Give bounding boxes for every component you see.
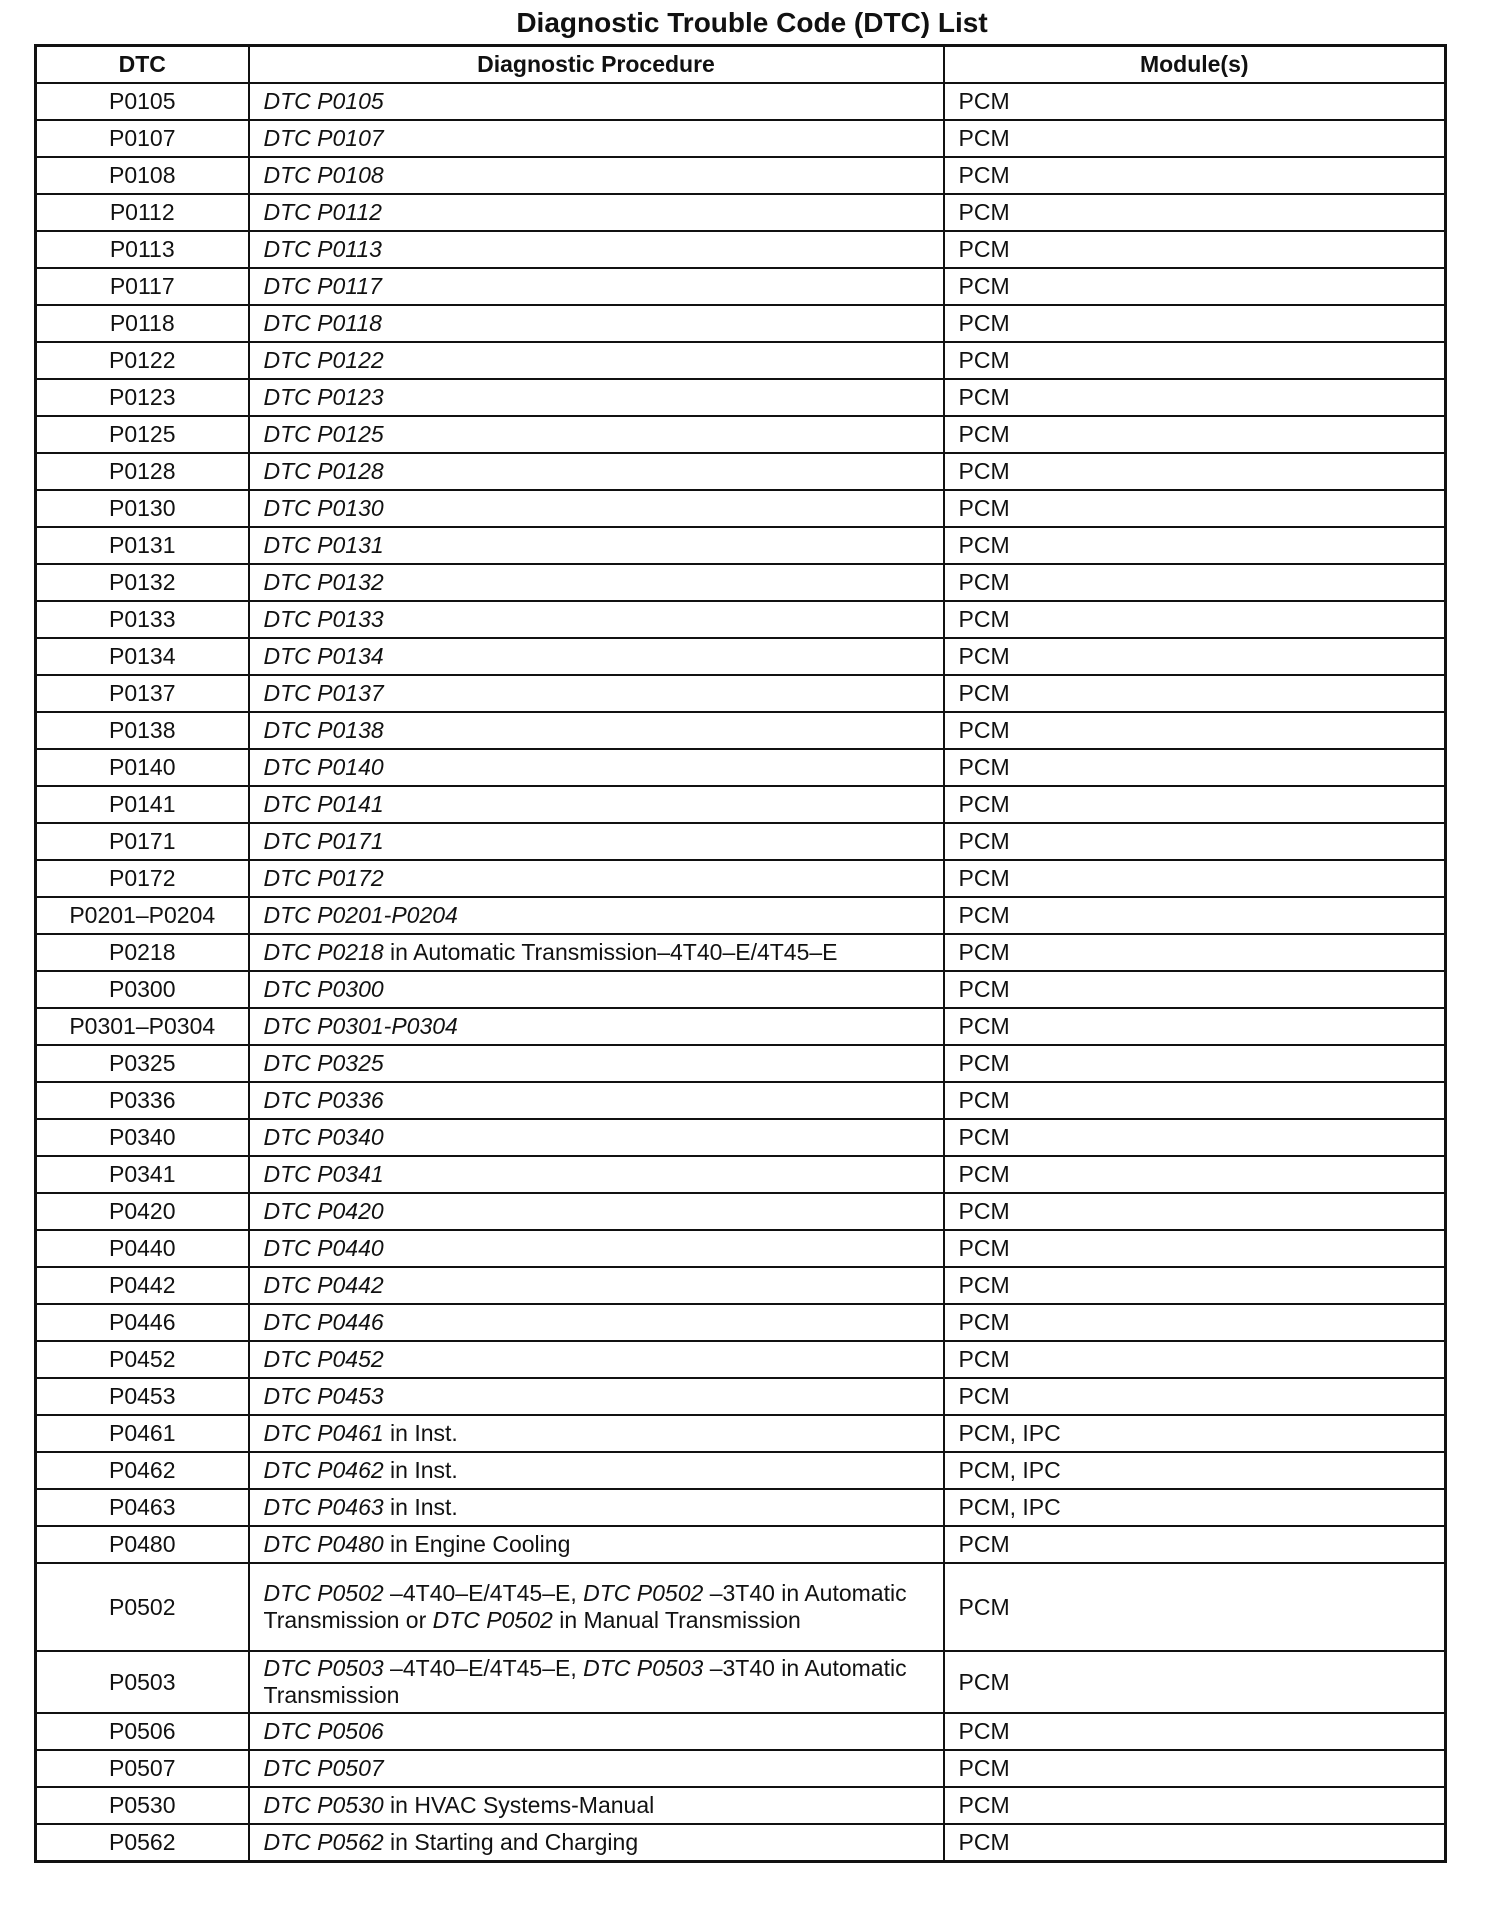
procedure-reference: DTC P0218 — [263, 939, 384, 965]
procedure-reference: DTC P0341 — [263, 1161, 384, 1187]
module-cell: PCM — [944, 342, 1446, 379]
module-cell: PCM — [944, 786, 1446, 823]
header-modules: Module(s) — [944, 46, 1446, 84]
table-row — [36, 1787, 1446, 1824]
diagnostic-procedure-cell — [249, 1713, 944, 1750]
procedure-text: –3T40 in Automatic Transmission or — [263, 1580, 907, 1633]
table-row — [36, 1304, 1446, 1341]
procedure-reference: DTC P0122 — [263, 347, 384, 373]
header-diagnostic-procedure: Diagnostic Procedure — [249, 46, 944, 84]
dtc-code-cell: P0218 — [36, 934, 249, 971]
table-row — [36, 342, 1446, 379]
module-cell: PCM — [944, 675, 1446, 712]
table-row — [36, 1156, 1446, 1193]
diagnostic-procedure-cell — [249, 379, 944, 416]
module-cell: PCM — [944, 712, 1446, 749]
dtc-code-cell: P0105 — [36, 83, 249, 120]
procedure-reference: DTC P0134 — [263, 643, 384, 669]
diagnostic-procedure-cell — [249, 749, 944, 786]
module-cell: PCM — [944, 638, 1446, 675]
table-row — [36, 786, 1446, 823]
diagnostic-procedure-cell — [249, 1156, 944, 1193]
module-cell: PCM — [944, 157, 1446, 194]
procedure-reference: DTC P0507 — [263, 1755, 384, 1781]
module-cell: PCM — [944, 860, 1446, 897]
diagnostic-procedure-cell — [249, 786, 944, 823]
table-row — [36, 1267, 1446, 1304]
diagnostic-procedure-cell — [249, 1230, 944, 1267]
module-cell: PCM — [944, 1651, 1446, 1713]
diagnostic-procedure-cell — [249, 1378, 944, 1415]
procedure-reference: DTC P0133 — [263, 606, 384, 632]
dtc-code-cell: P0461 — [36, 1415, 249, 1452]
table-row — [36, 83, 1446, 120]
module-cell: PCM — [944, 1824, 1446, 1862]
procedure-reference: DTC P0131 — [263, 532, 384, 558]
procedure-text: in Manual Transmission — [552, 1607, 801, 1633]
dtc-code-cell: P0172 — [36, 860, 249, 897]
module-cell: PCM — [944, 490, 1446, 527]
table-row — [36, 897, 1446, 934]
procedure-reference: DTC P0128 — [263, 458, 384, 484]
diagnostic-procedure-cell — [249, 1193, 944, 1230]
table-row — [36, 1489, 1446, 1526]
dtc-code-cell: P0108 — [36, 157, 249, 194]
diagnostic-procedure-cell — [249, 83, 944, 120]
diagnostic-procedure-cell — [249, 1119, 944, 1156]
table-row — [36, 1119, 1446, 1156]
procedure-reference: DTC P0503 — [583, 1655, 704, 1681]
dtc-code-cell: P0118 — [36, 305, 249, 342]
module-cell: PCM, IPC — [944, 1489, 1446, 1526]
dtc-code-cell: P0440 — [36, 1230, 249, 1267]
diagnostic-procedure-cell — [249, 342, 944, 379]
dtc-code-cell: P0134 — [36, 638, 249, 675]
diagnostic-procedure-cell — [249, 897, 944, 934]
dtc-code-cell: P0131 — [36, 527, 249, 564]
module-cell: PCM — [944, 231, 1446, 268]
procedure-reference: DTC P0137 — [263, 680, 384, 706]
diagnostic-procedure-cell — [249, 305, 944, 342]
dtc-code-cell: P0480 — [36, 1526, 249, 1563]
module-cell: PCM — [944, 971, 1446, 1008]
table-row — [36, 1341, 1446, 1378]
diagnostic-procedure-cell — [249, 564, 944, 601]
table-row — [36, 1045, 1446, 1082]
procedure-text: in HVAC Systems-Manual — [383, 1792, 655, 1818]
module-cell: PCM — [944, 120, 1446, 157]
procedure-reference: DTC P0336 — [263, 1087, 384, 1113]
module-cell: PCM — [944, 1119, 1446, 1156]
table-row — [36, 1651, 1446, 1713]
diagnostic-procedure-cell — [249, 860, 944, 897]
table-row — [36, 675, 1446, 712]
procedure-reference: DTC P0138 — [263, 717, 384, 743]
procedure-reference: DTC P0502 — [583, 1580, 704, 1606]
dtc-code-cell: P0300 — [36, 971, 249, 1008]
table-row — [36, 1230, 1446, 1267]
procedure-reference: DTC P0112 — [263, 199, 382, 225]
procedure-reference: DTC P0113 — [263, 236, 382, 262]
module-cell: PCM — [944, 1230, 1446, 1267]
table-row — [36, 1563, 1446, 1651]
table-row — [36, 490, 1446, 527]
table-header-row — [36, 46, 1446, 84]
dtc-code-cell: P0141 — [36, 786, 249, 823]
dtc-code-cell: P0122 — [36, 342, 249, 379]
table-row — [36, 453, 1446, 490]
procedure-reference: DTC P0420 — [263, 1198, 384, 1224]
dtc-code-cell: P0301–P0304 — [36, 1008, 249, 1045]
module-cell: PCM — [944, 1341, 1446, 1378]
table-row — [36, 157, 1446, 194]
dtc-code-cell: P0341 — [36, 1156, 249, 1193]
dtc-code-cell: P0530 — [36, 1787, 249, 1824]
module-cell: PCM — [944, 1267, 1446, 1304]
module-cell: PCM — [944, 1008, 1446, 1045]
table-row — [36, 712, 1446, 749]
procedure-reference: DTC P0123 — [263, 384, 384, 410]
module-cell: PCM — [944, 897, 1446, 934]
module-cell: PCM — [944, 83, 1446, 120]
diagnostic-procedure-cell — [249, 675, 944, 712]
dtc-code-cell: P0420 — [36, 1193, 249, 1230]
procedure-text: –3T40 in Automatic Transmission — [263, 1655, 907, 1708]
module-cell: PCM — [944, 268, 1446, 305]
dtc-code-cell: P0132 — [36, 564, 249, 601]
procedure-reference: DTC P0461 — [263, 1420, 384, 1446]
dtc-code-cell: P0446 — [36, 1304, 249, 1341]
procedure-reference: DTC P0140 — [263, 754, 384, 780]
table-row — [36, 527, 1446, 564]
procedure-reference: DTC P0201-P0204 — [263, 902, 458, 928]
table-row — [36, 1452, 1446, 1489]
module-cell: PCM — [944, 1713, 1446, 1750]
module-cell: PCM — [944, 1304, 1446, 1341]
procedure-reference: DTC P0502 — [263, 1580, 384, 1606]
module-cell: PCM — [944, 934, 1446, 971]
table-row — [36, 1713, 1446, 1750]
diagnostic-procedure-cell — [249, 268, 944, 305]
diagnostic-procedure-cell — [249, 1787, 944, 1824]
diagnostic-procedure-cell — [249, 1526, 944, 1563]
procedure-reference: DTC P0440 — [263, 1235, 384, 1261]
procedure-text: in Engine Cooling — [383, 1531, 571, 1557]
dtc-code-cell: P0442 — [36, 1267, 249, 1304]
diagnostic-procedure-cell — [249, 490, 944, 527]
diagnostic-procedure-cell — [249, 527, 944, 564]
table-row — [36, 194, 1446, 231]
diagnostic-procedure-cell — [249, 1045, 944, 1082]
module-cell: PCM — [944, 1787, 1446, 1824]
diagnostic-procedure-cell — [249, 157, 944, 194]
procedure-reference: DTC P0117 — [263, 273, 382, 299]
dtc-code-cell: P0340 — [36, 1119, 249, 1156]
procedure-text: in Starting and Charging — [383, 1829, 639, 1855]
procedure-reference: DTC P0141 — [263, 791, 384, 817]
dtc-code-cell: P0112 — [36, 194, 249, 231]
diagnostic-procedure-cell — [249, 1082, 944, 1119]
procedure-reference: DTC P0506 — [263, 1718, 384, 1744]
dtc-code-cell: P0325 — [36, 1045, 249, 1082]
dtc-code-cell: P0463 — [36, 1489, 249, 1526]
procedure-reference: DTC P0125 — [263, 421, 384, 447]
diagnostic-procedure-cell — [249, 1304, 944, 1341]
module-cell: PCM — [944, 379, 1446, 416]
dtc-code-cell: P0107 — [36, 120, 249, 157]
procedure-reference: DTC P0442 — [263, 1272, 384, 1298]
procedure-reference: DTC P0463 — [263, 1494, 384, 1520]
diagnostic-procedure-cell — [249, 231, 944, 268]
table-row — [36, 1824, 1446, 1862]
dtc-code-cell: P0462 — [36, 1452, 249, 1489]
table-row — [36, 934, 1446, 971]
diagnostic-procedure-cell — [249, 934, 944, 971]
dtc-code-cell: P0502 — [36, 1563, 249, 1651]
module-cell: PCM — [944, 601, 1446, 638]
procedure-reference: DTC P0340 — [263, 1124, 384, 1150]
procedure-reference: DTC P0300 — [263, 976, 384, 1002]
diagnostic-procedure-cell — [249, 971, 944, 1008]
module-cell: PCM — [944, 527, 1446, 564]
module-cell: PCM — [944, 823, 1446, 860]
diagnostic-procedure-cell — [249, 416, 944, 453]
table-row — [36, 1415, 1446, 1452]
diagnostic-procedure-cell — [249, 1267, 944, 1304]
module-cell: PCM — [944, 1378, 1446, 1415]
dtc-code-cell: P0130 — [36, 490, 249, 527]
table-row — [36, 971, 1446, 1008]
table-row — [36, 379, 1446, 416]
table-row — [36, 564, 1446, 601]
dtc-table — [34, 44, 1447, 1863]
procedure-reference: DTC P0105 — [263, 88, 384, 114]
dtc-code-cell: P0336 — [36, 1082, 249, 1119]
diagnostic-procedure-cell — [249, 1489, 944, 1526]
procedure-reference: DTC P0325 — [263, 1050, 384, 1076]
table-row — [36, 749, 1446, 786]
module-cell: PCM, IPC — [944, 1452, 1446, 1489]
diagnostic-procedure-cell — [249, 453, 944, 490]
diagnostic-procedure-cell — [249, 601, 944, 638]
table-body — [36, 83, 1446, 1862]
diagnostic-procedure-cell — [249, 1341, 944, 1378]
dtc-code-cell: P0171 — [36, 823, 249, 860]
dtc-code-cell: P0123 — [36, 379, 249, 416]
diagnostic-procedure-cell — [249, 1750, 944, 1787]
diagnostic-procedure-cell — [249, 1415, 944, 1452]
procedure-reference: DTC P0107 — [263, 125, 384, 151]
diagnostic-procedure-cell — [249, 1563, 944, 1651]
page-title: Diagnostic Trouble Code (DTC) List — [516, 7, 988, 38]
dtc-code-cell: P0138 — [36, 712, 249, 749]
procedure-reference: DTC P0130 — [263, 495, 384, 521]
diagnostic-procedure-cell — [249, 120, 944, 157]
module-cell: PCM — [944, 1082, 1446, 1119]
table-row — [36, 1750, 1446, 1787]
procedure-text: in Automatic Transmission–4T40–E/4T45–E — [383, 939, 838, 965]
procedure-text: –4T40–E/4T45–E, — [383, 1655, 584, 1681]
dtc-code-cell: P0128 — [36, 453, 249, 490]
module-cell: PCM — [944, 194, 1446, 231]
table-row — [36, 823, 1446, 860]
dtc-code-cell: P0503 — [36, 1651, 249, 1713]
procedure-text: in Inst. — [383, 1494, 458, 1520]
header-dtc: DTC — [36, 46, 249, 84]
table-row — [36, 120, 1446, 157]
table-row — [36, 638, 1446, 675]
dtc-code-cell: P0507 — [36, 1750, 249, 1787]
procedure-reference: DTC P0562 — [263, 1829, 384, 1855]
table-row — [36, 268, 1446, 305]
dtc-code-cell: P0140 — [36, 749, 249, 786]
procedure-reference: DTC P0530 — [263, 1792, 384, 1818]
dtc-code-cell: P0117 — [36, 268, 249, 305]
module-cell: PCM — [944, 1193, 1446, 1230]
diagnostic-procedure-cell — [249, 823, 944, 860]
procedure-reference: DTC P0446 — [263, 1309, 384, 1335]
module-cell: PCM — [944, 1750, 1446, 1787]
dtc-code-cell: P0562 — [36, 1824, 249, 1862]
procedure-reference: DTC P0502 — [432, 1607, 553, 1633]
module-cell: PCM — [944, 305, 1446, 342]
dtc-code-cell: P0133 — [36, 601, 249, 638]
table-row — [36, 1008, 1446, 1045]
diagnostic-procedure-cell — [249, 712, 944, 749]
dtc-code-cell: P0453 — [36, 1378, 249, 1415]
procedure-reference: DTC P0118 — [263, 310, 382, 336]
procedure-text: in Inst. — [383, 1420, 458, 1446]
module-cell: PCM, IPC — [944, 1415, 1446, 1452]
diagnostic-procedure-cell — [249, 1824, 944, 1862]
table-row — [36, 231, 1446, 268]
dtc-code-cell: P0506 — [36, 1713, 249, 1750]
procedure-reference: DTC P0172 — [263, 865, 384, 891]
module-cell: PCM — [944, 1156, 1446, 1193]
procedure-text: –4T40–E/4T45–E, — [383, 1580, 584, 1606]
procedure-reference: DTC P0453 — [263, 1383, 384, 1409]
table-row — [36, 1082, 1446, 1119]
table-row — [36, 860, 1446, 897]
procedure-reference: DTC P0171 — [263, 828, 384, 854]
module-cell: PCM — [944, 749, 1446, 786]
dtc-code-cell: P0113 — [36, 231, 249, 268]
table-row — [36, 1378, 1446, 1415]
procedure-reference: DTC P0503 — [263, 1655, 384, 1681]
dtc-code-cell: P0201–P0204 — [36, 897, 249, 934]
procedure-reference: DTC P0132 — [263, 569, 384, 595]
diagnostic-procedure-cell — [249, 1452, 944, 1489]
table-row — [36, 1526, 1446, 1563]
procedure-text: in Inst. — [383, 1457, 458, 1483]
table-row — [36, 1193, 1446, 1230]
module-cell: PCM — [944, 453, 1446, 490]
table-row — [36, 601, 1446, 638]
procedure-reference: DTC P0452 — [263, 1346, 384, 1372]
dtc-code-cell: P0137 — [36, 675, 249, 712]
diagnostic-procedure-cell — [249, 638, 944, 675]
diagnostic-procedure-cell — [249, 1651, 944, 1713]
module-cell: PCM — [944, 1526, 1446, 1563]
procedure-reference: DTC P0108 — [263, 162, 384, 188]
module-cell: PCM — [944, 1563, 1446, 1651]
dtc-code-cell: P0452 — [36, 1341, 249, 1378]
procedure-reference: DTC P0480 — [263, 1531, 384, 1557]
diagnostic-procedure-cell — [249, 1008, 944, 1045]
dtc-code-cell: P0125 — [36, 416, 249, 453]
procedure-reference: DTC P0301-P0304 — [263, 1013, 458, 1039]
diagnostic-procedure-cell — [249, 194, 944, 231]
module-cell: PCM — [944, 564, 1446, 601]
procedure-reference: DTC P0462 — [263, 1457, 384, 1483]
table-row — [36, 416, 1446, 453]
module-cell: PCM — [944, 416, 1446, 453]
table-row — [36, 305, 1446, 342]
module-cell: PCM — [944, 1045, 1446, 1082]
